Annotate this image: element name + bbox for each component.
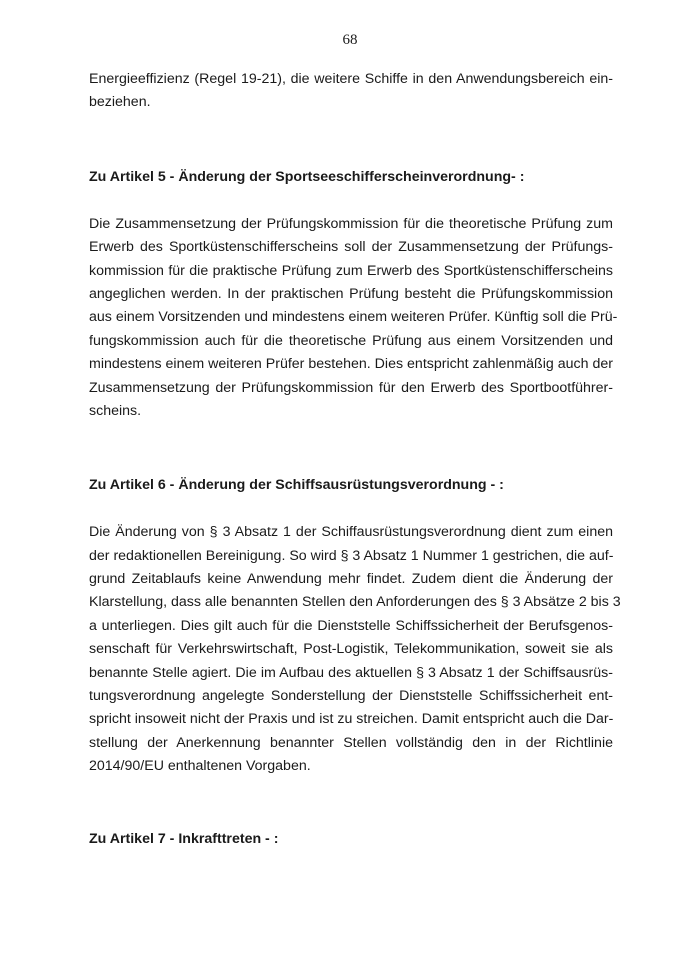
paragraph-line: beziehen. bbox=[89, 94, 151, 111]
paragraph-line: a unterliegen. Dies gilt auch für die Dienststelle Schiffssicherheit der Berufsgenos- bbox=[89, 617, 613, 634]
paragraph-line: fungskommission auch für die theoretische Prüfung aus einem Vorsitzenden und bbox=[89, 332, 613, 349]
paragraph-line: spricht insoweit nicht der Praxis und ist zu streichen. Damit entspricht auch die Dar- bbox=[89, 711, 614, 728]
paragraph-line: scheins. bbox=[89, 402, 142, 419]
paragraph-line: der redaktionellen Bereinigung. So wird § 3 Absatz 1 Nummer 1 gestrichen, die auf- bbox=[89, 547, 614, 564]
page-number: 68 bbox=[342, 32, 358, 48]
paragraph-line: stellung der Anerkennung benannter Stellen vollständig den in der Richtlinie bbox=[89, 734, 613, 751]
paragraph-line: aus einem Vorsitzenden und mindestens einem weiteren Prüfer. Künftig soll die Prü- bbox=[89, 309, 618, 326]
paragraph-line: benannte Stelle agiert. Die im Aufbau des aktuellen § 3 Absatz 1 der Schiffsausrüs- bbox=[89, 664, 613, 681]
paragraph-line: Die Änderung von § 3 Absatz 1 der Schiffausrüstungsverordnung dient zum einen bbox=[89, 524, 613, 541]
paragraph-line: angeglichen werden. In der praktischen Prüfung besteht die Prüfungskommission bbox=[89, 285, 613, 302]
paragraph-line: Erwerb des Sportküstenschifferscheins soll der Zusammensetzung der Prüfungs- bbox=[89, 239, 613, 256]
section-heading-artikel-6: Zu Artikel 6 - Änderung der Schiffsausrüstungsverordnung - : bbox=[89, 477, 504, 494]
paragraph-line: Die Zusammensetzung der Prüfungskommission für die theoretische Prüfung zum bbox=[89, 215, 613, 232]
paragraph-line: Energieeffizienz (Regel 19-21), die weitere Schiffe in den Anwendungsbereich ein- bbox=[89, 71, 613, 87]
paragraph-line: grund Zeitablaufs keine Anwendung mehr findet. Zudem dient die Änderung der bbox=[89, 571, 613, 588]
paragraph-line: senschaft für Verkehrswirtschaft, Post-Logistik, Telekommunikation, soweit sie als bbox=[89, 641, 613, 658]
paragraph-artikel-5 bbox=[89, 213, 618, 424]
intro-paragraph bbox=[89, 68, 613, 115]
section-heading-artikel-7: Zu Artikel 7 - Inkrafttreten - : bbox=[89, 830, 279, 847]
paragraph-line: kommission für die praktische Prüfung zum Erwerb des Sportküstenschifferscheins bbox=[89, 262, 613, 279]
document-body bbox=[89, 68, 621, 849]
paragraph-line: 2014/90/EU enthaltenen Vorgaben. bbox=[89, 758, 311, 775]
paragraph-line: mindestens einem weiteren Prüfer bestehen. Dies entspricht zahlenmäßig auch der bbox=[89, 356, 613, 373]
paragraph-line: Klarstellung, dass alle benannten Stellen den Anforderungen des § 3 Absätze 2 bis 3 bbox=[89, 594, 621, 611]
paragraph-artikel-6 bbox=[89, 521, 621, 778]
paragraph-line: tungsverordnung angelegte Sonderstellung der Dienststelle Schiffssicherheit ent- bbox=[89, 688, 613, 705]
paragraph-line: Zusammensetzung der Prüfungskommission für den Erwerb des Sportbootführer- bbox=[89, 379, 613, 396]
section-heading-artikel-5: Zu Artikel 5 - Änderung der Sportseeschifferscheinverordnung- : bbox=[89, 168, 525, 185]
